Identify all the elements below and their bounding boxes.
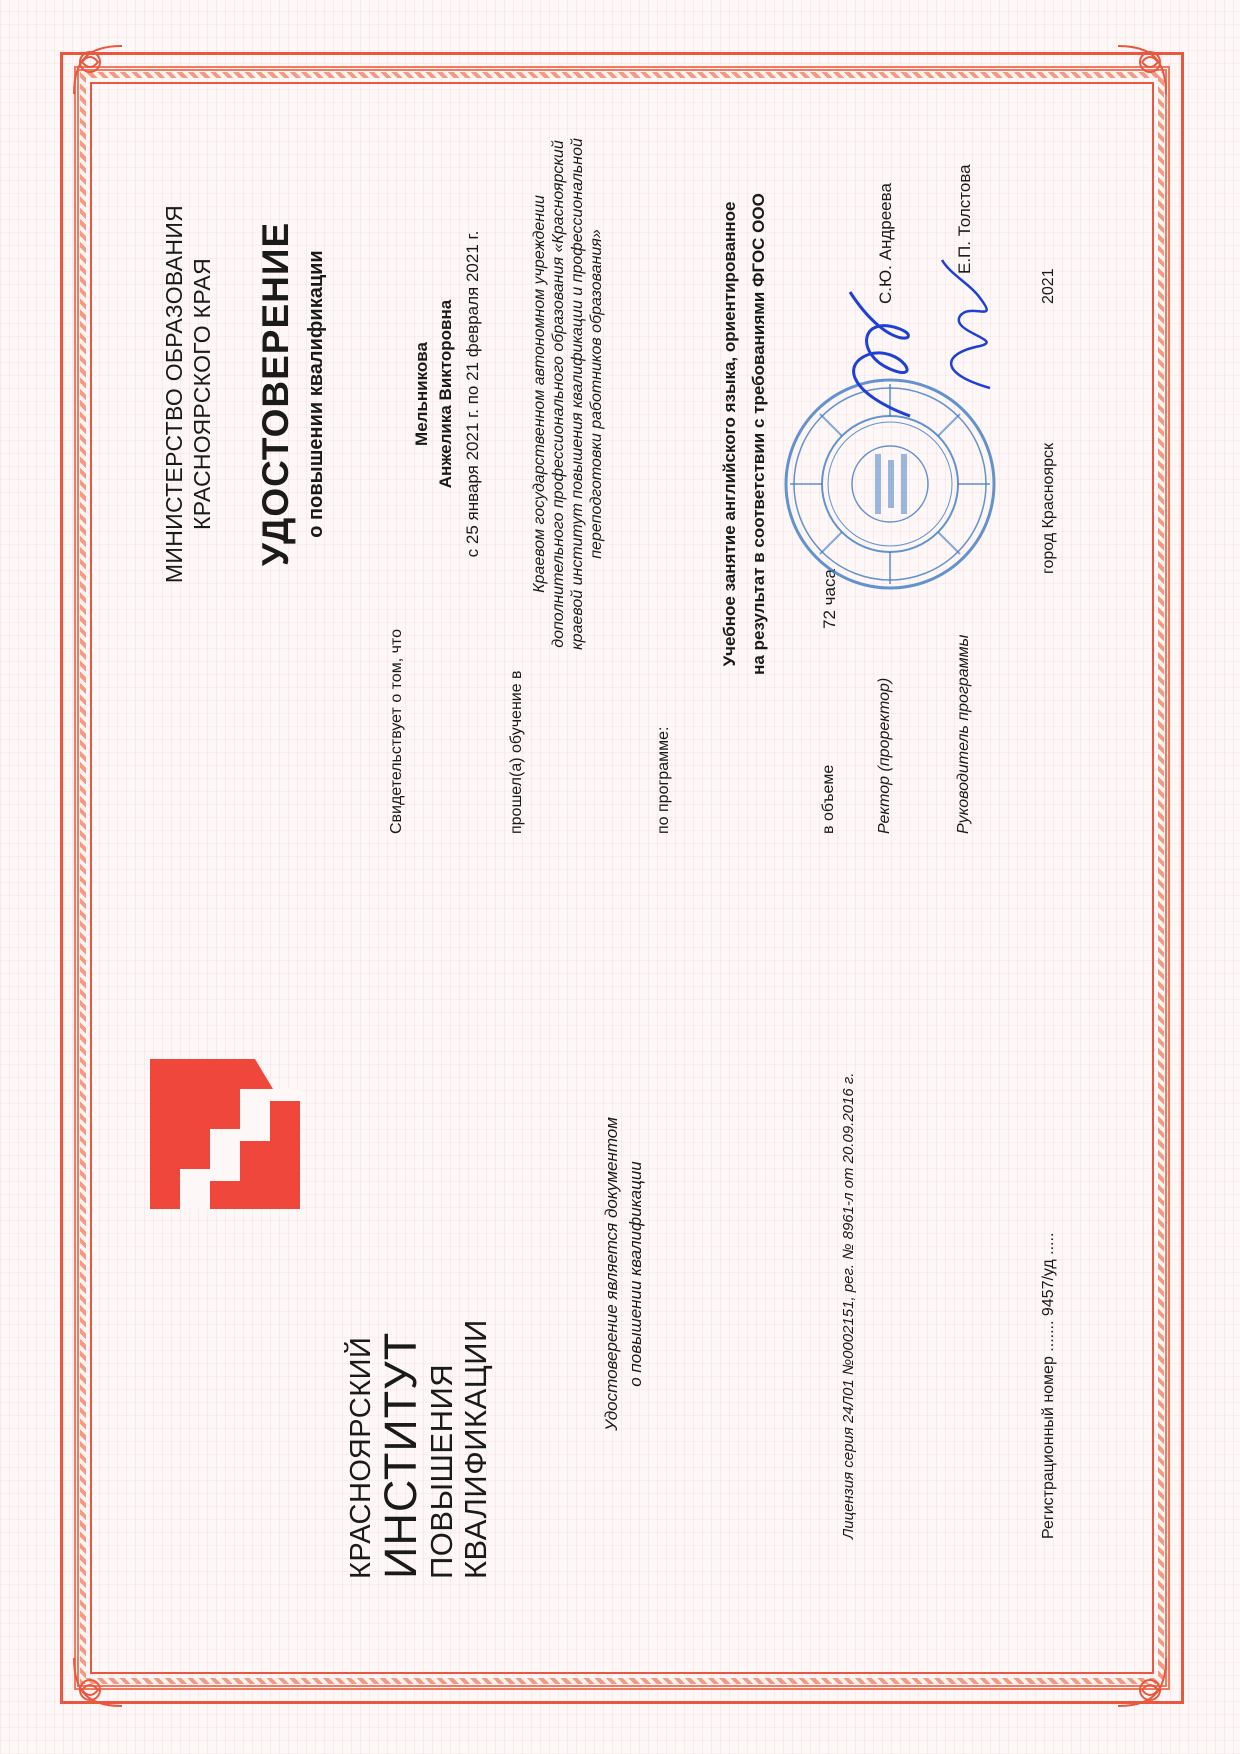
institute-name-line: КРАСНОЯРСКИЙ	[345, 1336, 377, 1579]
license-info: Лицензия серия 24Л01 №0002151, рег. № 8961-л от 20.09.2016 г.	[840, 1072, 857, 1539]
ministry-heading	[160, 114, 216, 674]
issue-city: город Красноярск	[1040, 442, 1057, 574]
attest-label: Свидетельствует о том, что	[388, 629, 405, 834]
program-head-name: Е.П. Толстова	[955, 164, 974, 274]
rector-label: Ректор (проректор)	[876, 677, 893, 834]
program-line: Учебное занятие английского языка, ориентированное	[720, 201, 739, 667]
certificate-legal-note	[600, 1009, 648, 1539]
institution-line: Краевом государственном автономном учреждении	[531, 195, 548, 593]
passed-training-label: прошел(а) обучение в	[508, 670, 525, 834]
training-period: с 25 января 2021 г. по 21 февраля 2021 г.	[463, 230, 482, 558]
institution-line: переподготовки работников образования»	[588, 229, 605, 559]
institution-full-name	[530, 94, 606, 694]
note-line: о повышении квалификации	[626, 1161, 645, 1387]
holder-given-names: Анжелика Викторовна	[436, 299, 455, 489]
volume-label: в объеме	[820, 764, 837, 834]
note-line: Удостоверение является документом	[602, 1117, 621, 1431]
program-line: на результат в соответствии с требованиями ФГОС ООО	[749, 193, 768, 675]
volume-value: 72 часа	[820, 569, 839, 629]
institute-name	[345, 1319, 493, 1579]
ministry-line-1: МИНИСТЕРСТВО ОБРАЗОВАНИЯ	[161, 204, 187, 584]
registration-number-row: Регистрационный номер ....... 9457/уд .....	[1040, 1232, 1057, 1539]
holder-surname: Мельникова	[412, 342, 431, 446]
program-label: по программе:	[655, 726, 672, 834]
rector-signature-icon	[830, 284, 940, 424]
institution-line: дополнительного профессионального образования «Красноярский	[550, 140, 567, 648]
registration-number: 9457/уд	[1040, 1259, 1057, 1317]
ministry-line-2: КРАСНОЯРСКОГО КРАЯ	[189, 258, 215, 530]
program-head-label: Руководитель программы	[955, 634, 972, 834]
institute-logo-icon	[150, 1059, 300, 1209]
institution-line: краевой институт повышения квалификации и профессиональной	[569, 138, 586, 650]
document-title: УДОСТОВЕРЕНИЕ	[255, 221, 296, 567]
institute-name-line: ИНСТИТУТ	[375, 1331, 426, 1579]
institute-name-line: КВАЛИФИКАЦИИ	[458, 1319, 493, 1579]
document-subtitle: о повышении квалификации	[305, 250, 327, 538]
program-title	[715, 74, 773, 794]
issue-year: 2021	[1040, 268, 1057, 304]
program-head-signature-icon	[930, 254, 1010, 394]
institute-name-line: ПОВЫШЕНИЯ	[424, 1363, 459, 1579]
registration-label: Регистрационный номер	[1040, 1356, 1057, 1539]
rector-name: С.Ю. Андреева	[876, 183, 895, 304]
